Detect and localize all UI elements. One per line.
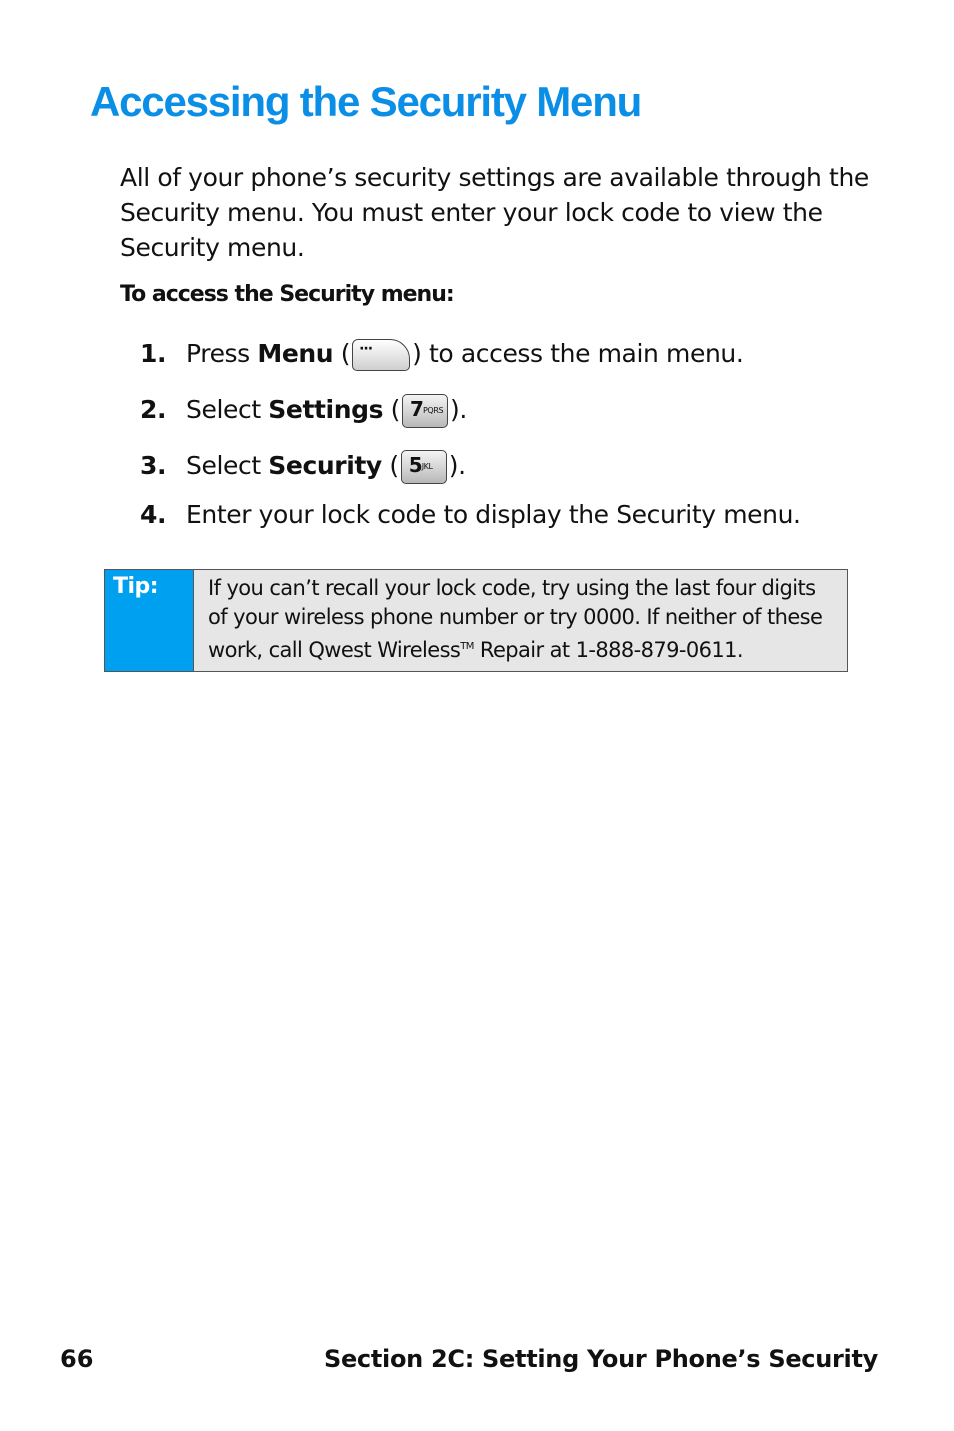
intro-paragraph: All of your phone’s security settings are available through the Security menu. You must enter your lock code to view the Security menu. — [120, 163, 869, 262]
step-1: 1. Press Menu ( ··· ) to access the main menu. — [140, 334, 743, 374]
trademark-mark: TM — [460, 641, 474, 652]
step-2: 2. Select Settings ( 7 PQRS ). — [140, 390, 467, 430]
step-3: 3. Select Security ( 5 JKL ). — [140, 446, 466, 486]
tip-text: If you can’t recall your lock code, try using the last four digits of your wireless phone number or try 0000. If neither of these work, call Qwest Wireless™ Repair at 1-888-879-0611. — [194, 570, 847, 671]
page-number: 66 — [60, 1345, 94, 1373]
page-title: Accessing the Security Menu — [90, 78, 642, 125]
section-title: Section 2C: Setting Your Phone’s Security — [323, 1345, 878, 1373]
procedure-heading: To access the Security menu: — [120, 282, 454, 307]
step-4: 4. Enter your lock code to display the Security menu. — [140, 500, 801, 529]
seven-pqrs-key-icon: 7 PQRS — [402, 394, 448, 428]
tip-label: Tip: — [105, 570, 194, 671]
tip-box — [104, 569, 848, 672]
five-jkl-key-icon: 5 JKL — [401, 450, 447, 484]
menu-key-icon: ··· — [352, 339, 410, 371]
